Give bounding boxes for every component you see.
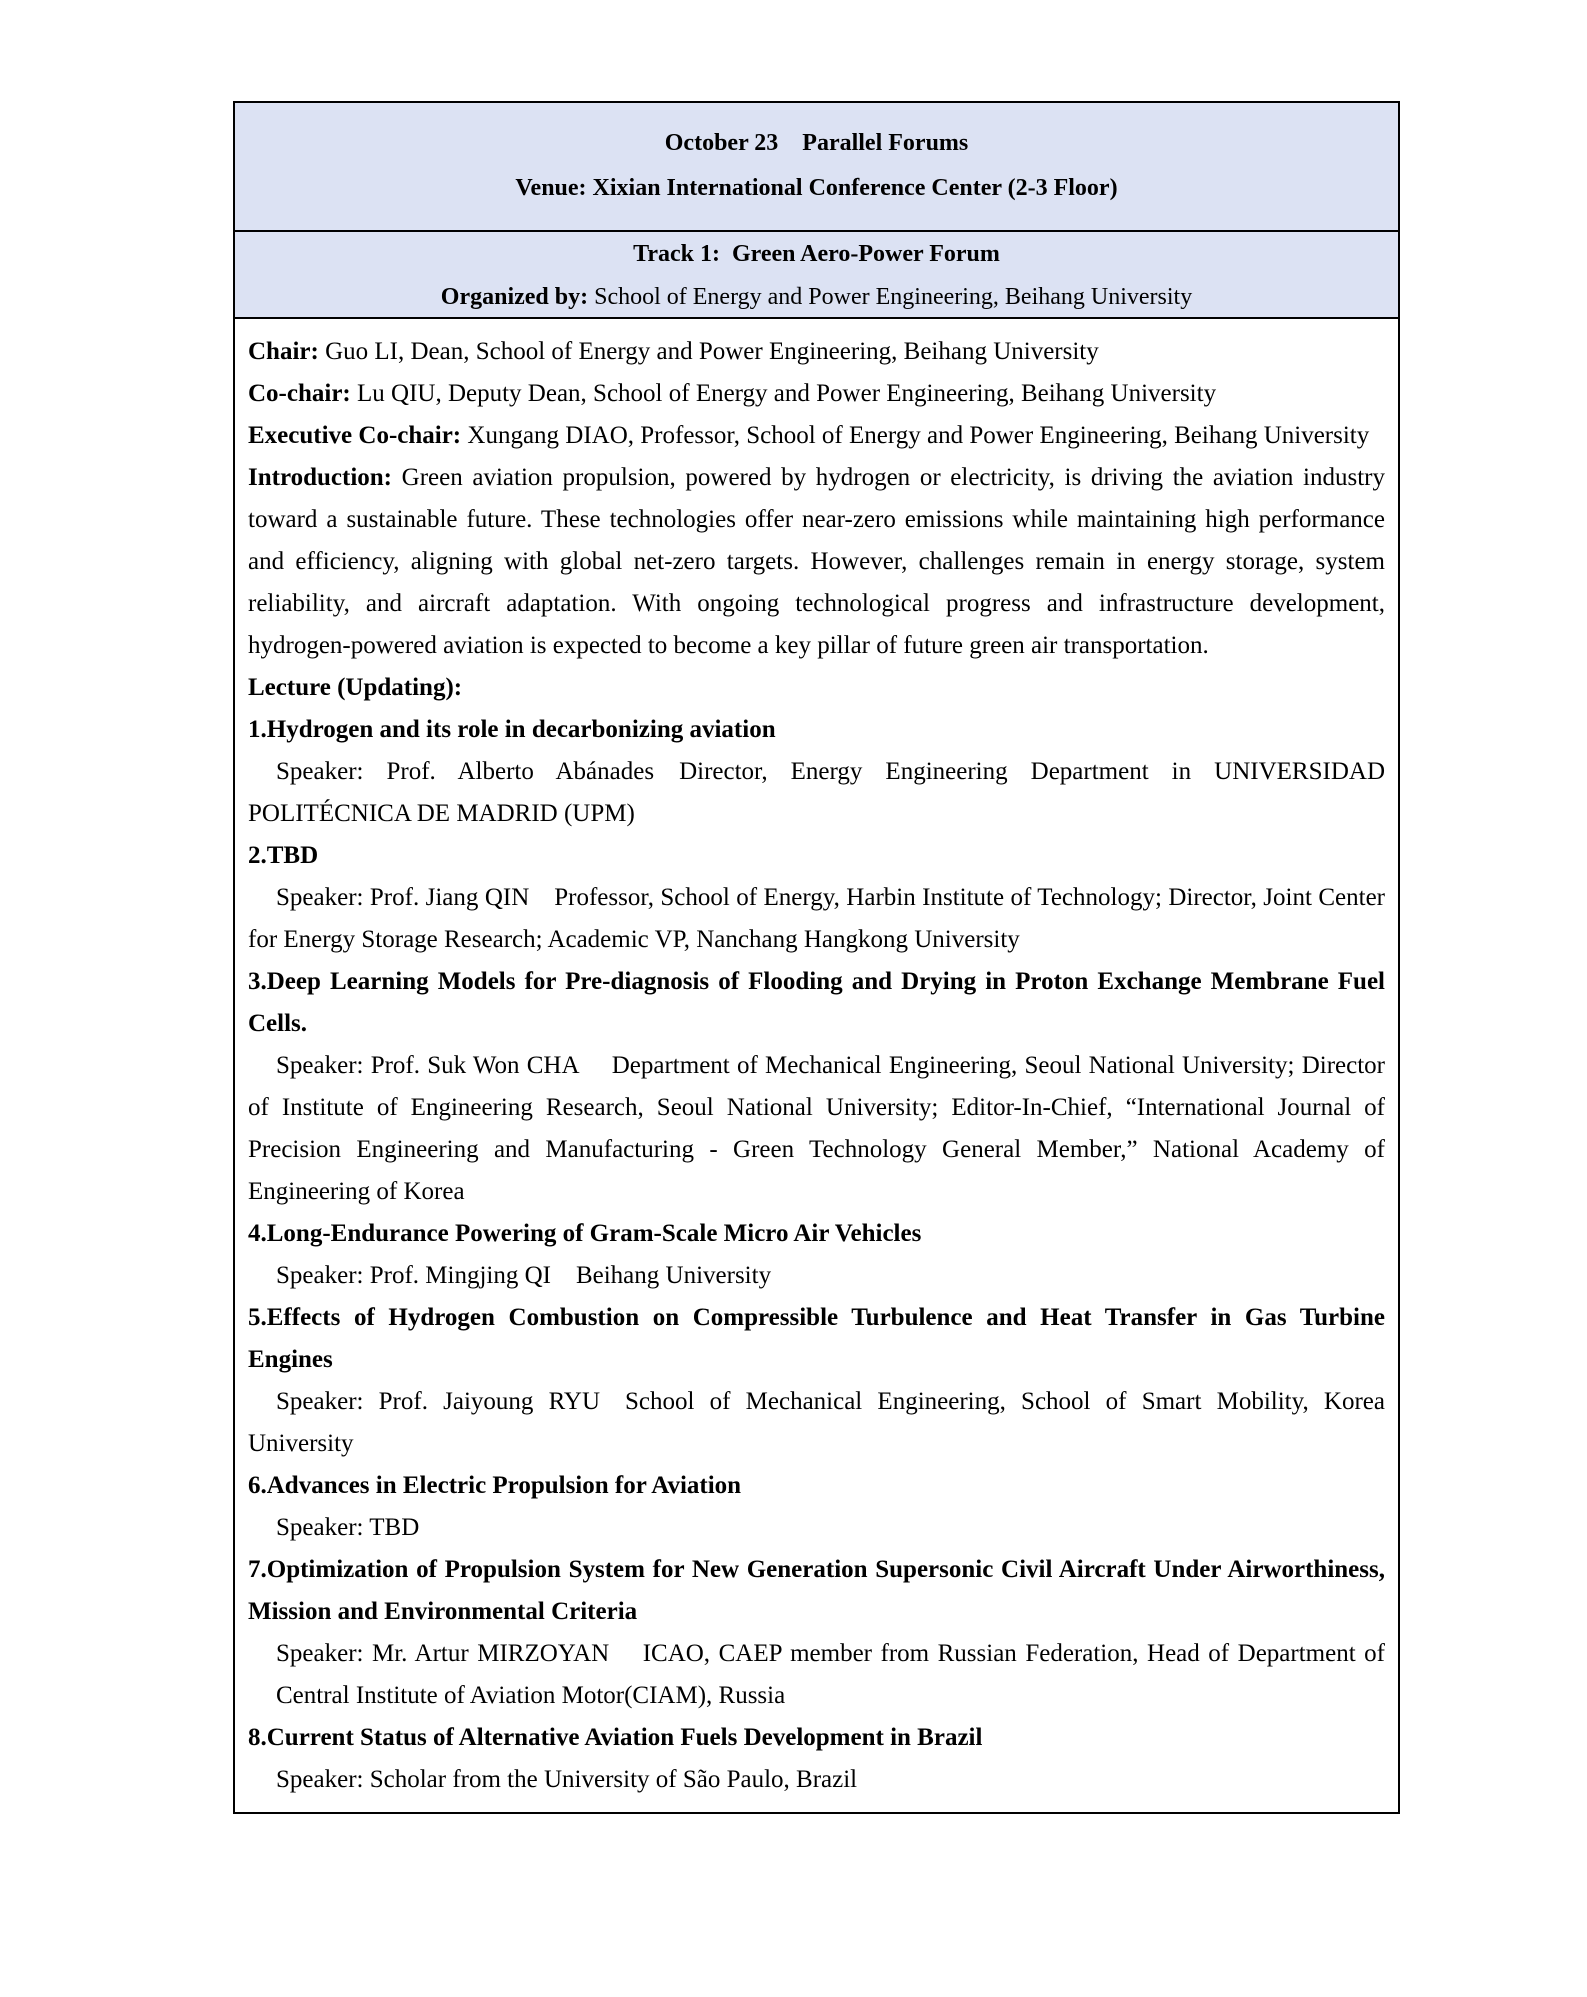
lecture-speaker: Speaker: Prof. Alberto Abánades Director, Energy Engineering Department in UNIVERSIDAD POLITÉCNICA DE MADRID (UPM)	[248, 758, 1392, 827]
schedule-table	[233, 101, 1400, 1814]
lecture-title: 2.TBD	[248, 842, 319, 869]
exec-cochair-text: Xungang DIAO, Professor, School of Energy and Power Engineering, Beihang University	[461, 422, 1370, 449]
track-header	[235, 232, 1398, 319]
introduction-paragraph	[248, 457, 1392, 667]
introduction-text: Green aviation propulsion, powered by hydrogen or electricity, is driving the aviation industry toward a sustainable future. These technologies offer near-zero emissions while maintaining high performance and efficiency, aligning with global net-zero targets. However, challenges remain in energy storage, system reliability, and aircraft adaptation. With ongoing technological progress and infrastructure development, hydrogen-powered aviation is expected to become a key pillar of future green air transportation.	[248, 464, 1392, 659]
track-title: Track 1: Green Aero-Power Forum	[633, 241, 1000, 267]
organized-by-text: School of Energy and Power Engineering, Beihang University	[588, 284, 1193, 310]
exec-cochair-label: Executive Co-chair:	[248, 422, 462, 449]
lecture-speaker: Speaker: Prof. Jaiyoung RYU School of Mechanical Engineering, School of Smart Mobility, Korea University	[248, 1388, 1392, 1457]
lecture-speaker: Speaker: Mr. Artur MIRZOYAN ICAO, CAEP member from Russian Federation, Head of Department of Central Institute of Aviation Motor(CIAM), Russia	[276, 1640, 1392, 1709]
lecture-item	[248, 1465, 1385, 1549]
organized-by-label: Organized by:	[440, 284, 589, 310]
lecture-item	[248, 1213, 1385, 1297]
lecture-speaker: Speaker: TBD	[276, 1514, 420, 1541]
lecture-title: 1.Hydrogen and its role in decarbonizing aviation	[248, 716, 776, 743]
lecture-speaker: Speaker: Prof. Mingjing QI Beihang University	[276, 1262, 772, 1289]
lecture-item	[248, 961, 1392, 1213]
chair-text: Guo LI, Dean, School of Energy and Power Engineering, Beihang University	[318, 338, 1099, 365]
content-cell	[235, 319, 1398, 1812]
venue-line: Venue: Xixian International Conference Center (2-3 Floor)	[515, 175, 1118, 201]
lecture-title: 8.Current Status of Alternative Aviation Fuels Development in Brazil	[248, 1724, 983, 1751]
lecture-item	[248, 709, 1392, 835]
introduction-label: Introduction:	[248, 464, 393, 491]
lecture-item	[248, 1297, 1392, 1465]
lecture-speaker: Speaker: Prof. Jiang QIN Professor, School of Energy, Harbin Institute of Technology; Director, Joint Center for Energy Storage Research; Academic VP, Nanchang Hangkong University	[248, 884, 1392, 953]
lecture-title: 3.Deep Learning Models for Pre-diagnosis of Flooding and Drying in Proton Exchange Membrane Fuel Cells.	[248, 968, 1392, 1037]
organized-by-line	[235, 276, 1398, 319]
lecture-title: 7.Optimization of Propulsion System for New Generation Supersonic Civil Aircraft Under Airworthiness, Mission and Environmental Criteria	[248, 1556, 1392, 1625]
lecture-title: 4.Long-Endurance Powering of Gram-Scale Micro Air Vehicles	[248, 1220, 922, 1247]
exec-cochair-line	[248, 415, 1385, 457]
lecture-item	[248, 1549, 1392, 1717]
lecture-item	[248, 1717, 1385, 1801]
cochair-line	[248, 373, 1385, 415]
chair-label: Chair:	[248, 338, 319, 365]
chair-line	[248, 331, 1385, 373]
cochair-label: Co-chair:	[248, 380, 351, 407]
lecture-title: 5.Effects of Hydrogen Combustion on Compressible Turbulence and Heat Transfer in Gas Turbine Engines	[248, 1304, 1392, 1373]
date-title: October 23 Parallel Forums	[664, 130, 969, 156]
cochair-text: Lu QIU, Deputy Dean, School of Energy and Power Engineering, Beihang University	[350, 380, 1217, 407]
lecture-title: 6.Advances in Electric Propulsion for Aviation	[248, 1472, 742, 1499]
lecture-list-label: Lecture (Updating):	[248, 674, 463, 701]
lecture-item	[248, 835, 1392, 961]
lecture-speaker: Speaker: Scholar from the University of São Paulo, Brazil	[276, 1766, 858, 1793]
lecture-speaker: Speaker: Prof. Suk Won CHA Department of Mechanical Engineering, Seoul National University; Director of Institute of Engineering Research, Seoul National University; Editor-In-Chief, “International Journal of Precision Engineering and Manufacturing - Green Technology General Member,” National Academy of Engineering of Korea	[248, 1052, 1392, 1205]
forum-date-header	[235, 103, 1398, 232]
